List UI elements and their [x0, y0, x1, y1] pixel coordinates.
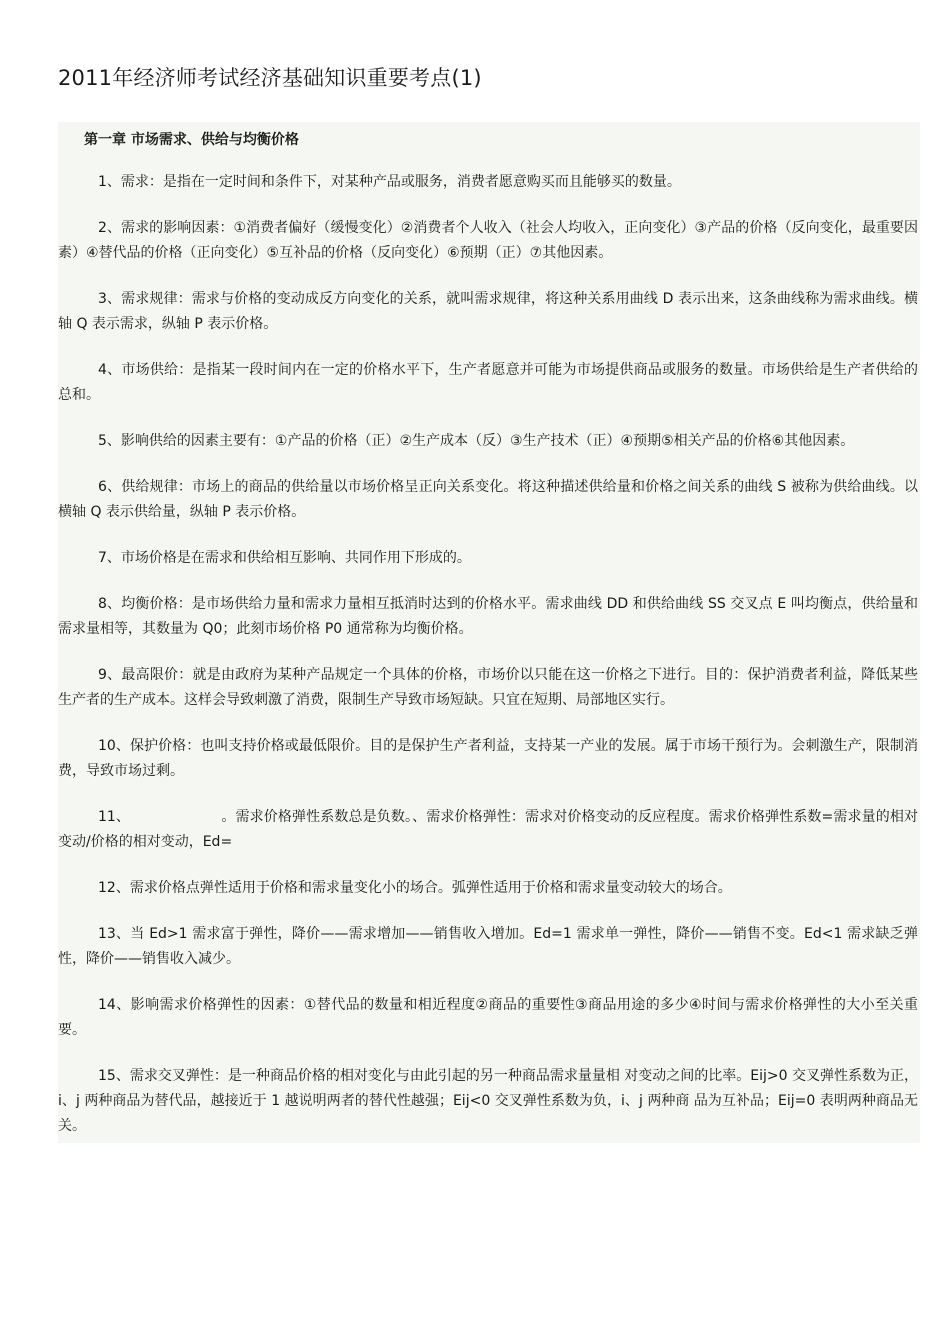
paragraph: 10、保护价格：也叫支持价格或最低限价。目的是保护生产者利益，支持某一产业的发展。属于市场干预行为。会刺激生产，限制消费，导致市场过剩。	[58, 738, 918, 779]
paragraph: 11、 。需求价格弹性系数总是负数。、需求价格弹性：需求对价格变动的反应程度。需求价格弹性系数=需求量的相对变动/价格的相对变动，Ed=	[58, 809, 918, 850]
paragraph: 12、需求价格点弹性适用于价格和需求量变化小的场合。弧弹性适用于价格和需求量变动较大的场合。	[98, 880, 732, 896]
paragraph: 15、需求交叉弹性：是一种商品价格的相对变化与由此引起的另一种商品需求量量相 对变动之间的比率。Eij>0 交叉弹性系数为正，i、j 两种商品为替代品，越接近于 1 越说明两者的替代性越强；Eij<0 交叉弹性系数为负，i、j 两种商 品为互补品；Eij=0 表明两种商品无关。	[58, 1068, 918, 1134]
paragraph: 14、影响需求价格弹性的因素：①替代品的数量和相近程度②商品的重要性③商品用途的多少④时间与需求价格弹性的大小至关重要。	[58, 997, 918, 1038]
paragraph: 2、需求的影响因素：①消费者偏好（缓慢变化）②消费者个人收入（社会人均收入，正向变化）③产品的价格（反向变化，最重要因素）④替代品的价格（正向变化）⑤互补品的价格（反向变化）⑥预期（正）⑦其他因素。	[58, 220, 918, 261]
document-title: 2011年经济师考试经济基础知识重要考点(1)	[58, 66, 482, 90]
paragraph: 3、需求规律：需求与价格的变动成反方向变化的关系，就叫需求规律，将这种关系用曲线 D 表示出来，这条曲线称为需求曲线。横轴 Q 表示需求，纵轴 P 表示价格。	[58, 291, 918, 332]
paragraph: 1、需求：是指在一定时间和条件下，对某种产品或服务，消费者愿意购买而且能够买的数量。	[98, 174, 681, 190]
paragraph: 8、均衡价格：是市场供给力量和需求力量相互抵消时达到的价格水平。需求曲线 DD 和供给曲线 SS 交叉点 E 叫均衡点，供给量和需求量相等，其数量为 Q0；此刻市场价格 P0 通常称为均衡价格。	[58, 596, 918, 637]
paragraph: 5、影响供给的因素主要有：①产品的价格（正）②生产成本（反）③生产技术（正）④预期⑤相关产品的价格⑥其他因素。	[98, 433, 855, 449]
paragraph: 6、供给规律：市场上的商品的供给量以市场价格呈正向关系变化。将这种描述供给量和价格之间关系的曲线 S 被称为供给曲线。以横轴 Q 表示供给量，纵轴 P 表示价格。	[58, 479, 918, 520]
paragraph: 9、最高限价：就是由政府为某种产品规定一个具体的价格，市场价以只能在这一价格之下进行。目的：保护消费者利益，降低某些生产者的生产成本。这样会导致刺激了消费，限制生产导致市场短缺。只宜在短期、局部地区实行。	[58, 667, 918, 708]
chapter-heading: 第一章 市场需求、供给与均衡价格	[84, 132, 299, 148]
paragraph: 13、当 Ed>1 需求富于弹性，降价——需求增加——销售收入增加。Ed=1 需求单一弹性，降价——销售不变。Ed<1 需求缺乏弹性，降价——销售收入减少。	[58, 926, 918, 967]
paragraph: 4、市场供给：是指某一段时间内在一定的价格水平下，生产者愿意并可能为市场提供商品或服务的数量。市场供给是生产者供给的总和。	[58, 362, 918, 403]
paragraph: 7、市场价格是在需求和供给相互影响、共同作用下形成的。	[98, 550, 471, 566]
content-section	[58, 122, 920, 1143]
